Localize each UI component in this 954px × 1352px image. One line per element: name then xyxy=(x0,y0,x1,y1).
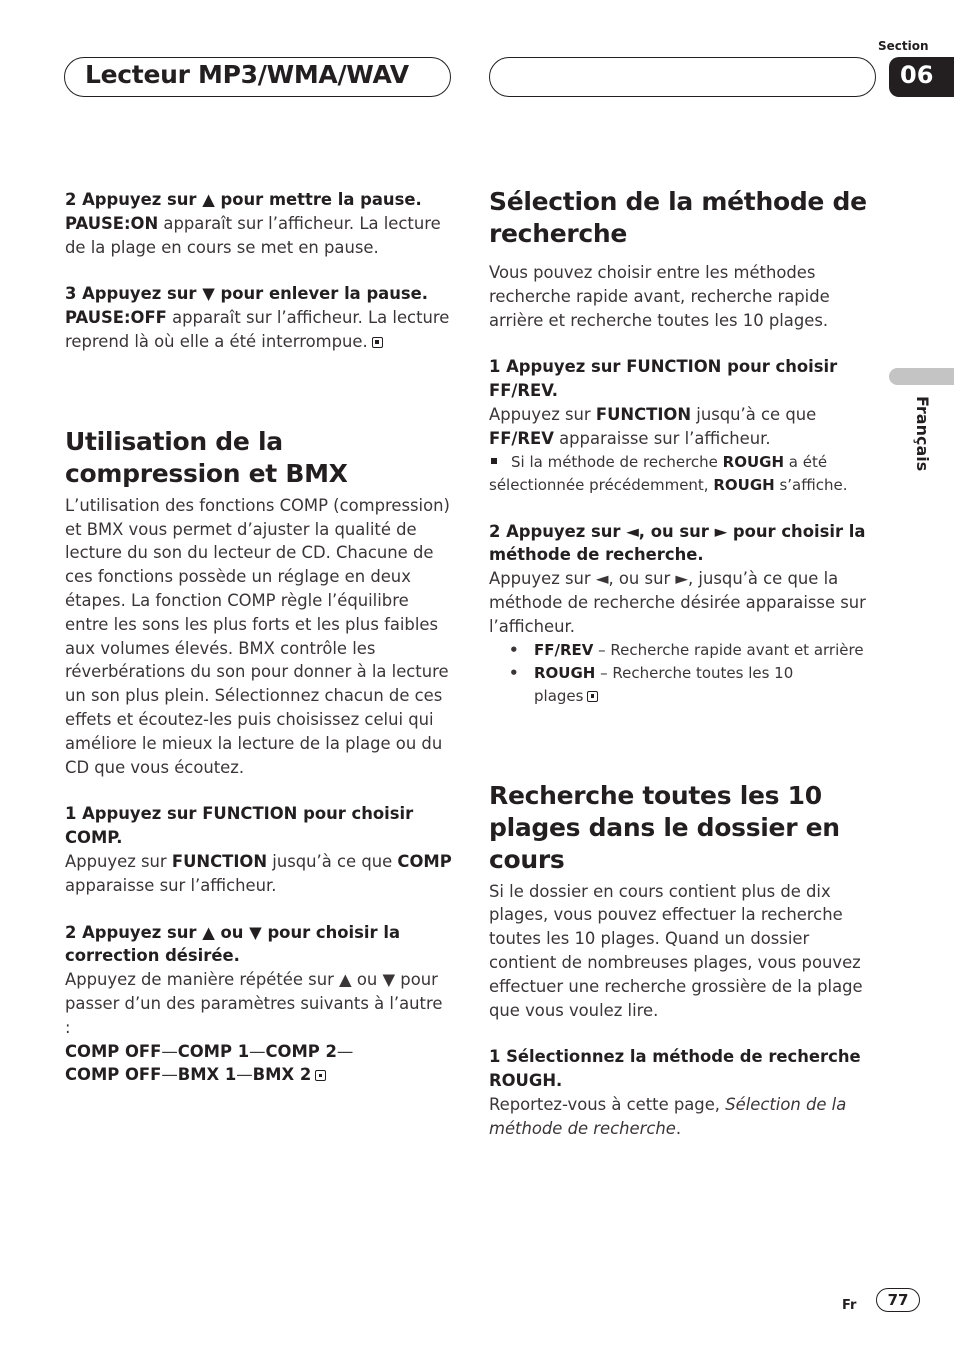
search-method-intro: Vous pouvez choisir entre les méthodes recherche rapide avant, recherche rapide arrière et recherche toutes les 10 plages. xyxy=(489,263,830,330)
right-column xyxy=(489,186,877,1141)
comp-intro: L’utilisation des fonctions COMP (compression) et BMX vous permet d’ajuster la qualité de lecture du son du lecteur de CD. Chacune de ces fonctions possède un réglage en deux étapes. La fonction COMP règle l’équilibre entre les sons les plus forts et les plus faibles aux volumes élevés. BMX contrôle les réverbérations du son pour donner à la lecture un son plus plein. Sélectionnez chacun de ces effets et écoutez-les puis choisissez celui qui améliore le mieux la lecture de la plage ou du CD que vous écoutez. xyxy=(65,495,450,777)
search-step1-post: apparaisse sur l’afficheur. xyxy=(553,428,771,448)
search-note-post: s’affiche. xyxy=(774,475,848,494)
search-step1-pre: Appuyez sur xyxy=(489,404,596,424)
seq-dash: — xyxy=(236,1065,253,1085)
comp-step1-pre: Appuyez sur xyxy=(65,851,172,871)
search-step1-text xyxy=(489,403,877,451)
comp-section-title: Utilisation de la compression et BMX xyxy=(65,426,348,488)
seq-comp-1: COMP 1 xyxy=(177,1041,250,1061)
comp-step1-comp: COMP xyxy=(397,851,452,871)
bullet-ffrev: FF/REV xyxy=(534,640,594,659)
search-step1-mid: jusqu’à ce que xyxy=(691,404,817,424)
pause-on-label: PAUSE:ON xyxy=(65,213,159,233)
seq-dash: — xyxy=(161,1041,178,1061)
bullet-rough-text: – Recherche toutes les 10 plages xyxy=(534,663,794,705)
rough-search-intro: Si le dossier en cours contient plus de dix plages, vous pouvez effectuer la recherche toutes les 10 plages. Quand un dossier contient de nombreuses plages, vous pouvez effectuer une recherche grossière de la plage que vous voulez lire. xyxy=(489,881,863,1020)
rough-step1-heading: 1 Sélectionnez la méthode de recherche ROUGH. xyxy=(489,1047,861,1091)
unpause-step-heading: 3 Appuyez sur ▼ pour enlever la pause. xyxy=(65,284,429,304)
search-method-title: Sélection de la méthode de recherche xyxy=(489,187,867,248)
comp-step1-heading: 1 Appuyez sur FUNCTION pour choisir COMP. xyxy=(65,804,414,848)
left-column xyxy=(65,188,453,1087)
section-number: 06 xyxy=(900,61,934,89)
list-item xyxy=(489,639,877,662)
section-number-box xyxy=(889,57,954,97)
header-empty-frame xyxy=(489,57,876,97)
seq-dash: — xyxy=(336,1041,354,1061)
header-title-frame xyxy=(64,57,451,97)
search-note xyxy=(489,451,877,497)
search-note-mid: a été sélectionnée précédemment, xyxy=(489,452,828,494)
rough-step1-text xyxy=(489,1093,877,1141)
comp-step1-mid: jusqu’à ce que xyxy=(267,851,398,871)
comp-step1-text xyxy=(65,850,453,898)
comp-step2-text: Appuyez de manière répétée sur ▲ ou ▼ pour passer d’un des paramètres suivants à l’autre : xyxy=(65,970,443,1037)
end-mark-icon xyxy=(587,691,598,702)
pause-off-label: PAUSE:OFF xyxy=(65,308,167,328)
language-tab-marker xyxy=(889,368,954,385)
search-step1-function: FUNCTION xyxy=(595,404,692,424)
rough-search-title: Recherche toutes les 10 plages dans le dossier en cours xyxy=(489,780,840,874)
pause-step-text xyxy=(65,212,453,260)
rough-step1-post: . xyxy=(675,1118,682,1138)
seq-comp-off: COMP OFF xyxy=(65,1041,162,1061)
search-note-rough-2: ROUGH xyxy=(713,475,775,494)
seq-comp-off-2: COMP OFF xyxy=(65,1065,162,1085)
seq-dash: — xyxy=(161,1065,178,1085)
seq-bmx-1: BMX 1 xyxy=(177,1065,237,1085)
end-mark-icon xyxy=(372,337,383,348)
search-step2-heading: 2 Appuyez sur ◄, ou sur ► pour choisir la méthode de recherche. xyxy=(489,521,866,565)
end-mark-icon xyxy=(315,1070,326,1081)
footer-language: Fr xyxy=(842,1298,857,1313)
seq-comp-2: COMP 2 xyxy=(265,1041,337,1061)
pause-step-heading: 2 Appuyez sur ▲ pour mettre la pause. xyxy=(65,190,422,209)
comp-step1-post: apparaisse sur l’afficheur. xyxy=(65,875,277,895)
comp-step1-function: FUNCTION xyxy=(171,851,268,871)
search-step1-ffrev: FF/REV xyxy=(489,428,554,448)
bullet-ffrev-text: – Recherche rapide avant et arrière xyxy=(593,640,864,659)
page-title: Lecteur MP3/WMA/WAV xyxy=(85,60,409,89)
seq-bmx-2: BMX 2 xyxy=(252,1065,312,1085)
comp-sequence-line1 xyxy=(65,1040,453,1064)
search-note-pre: Si la méthode de recherche xyxy=(511,452,723,471)
note-square-icon xyxy=(491,458,497,464)
pause-off-text: apparaît sur l’afficheur. La lecture reprend là où elle a été interrompue. xyxy=(65,308,450,351)
rough-step1-pre: Reportez-vous à cette page, xyxy=(489,1094,726,1114)
pause-on-text: apparaît sur l’afficheur. La lecture de la plage en cours se met en pause. xyxy=(65,213,441,257)
comp-step2-heading: 2 Appuyez sur ▲ ou ▼ pour choisir la correction désirée. xyxy=(65,922,401,966)
comp-sequence-line2 xyxy=(65,1063,453,1087)
rough-step1-reference: Sélection de la méthode de recherche xyxy=(489,1094,847,1138)
seq-dash: — xyxy=(249,1041,266,1061)
search-step2-text: Appuyez sur ◄, ou sur ►, jusqu’à ce que la méthode de recherche désirée apparaisse sur l’afficheur. xyxy=(489,569,866,636)
search-step1-heading: 1 Appuyez sur FUNCTION pour choisir FF/REV. xyxy=(489,357,838,401)
search-note-rough: ROUGH xyxy=(722,452,785,471)
unpause-step-text xyxy=(65,306,453,354)
section-label: Section xyxy=(878,39,929,53)
language-tab-label: Français xyxy=(913,396,932,472)
page-number: 77 xyxy=(876,1288,920,1312)
bullet-rough: ROUGH xyxy=(534,663,596,682)
list-item xyxy=(489,662,877,708)
